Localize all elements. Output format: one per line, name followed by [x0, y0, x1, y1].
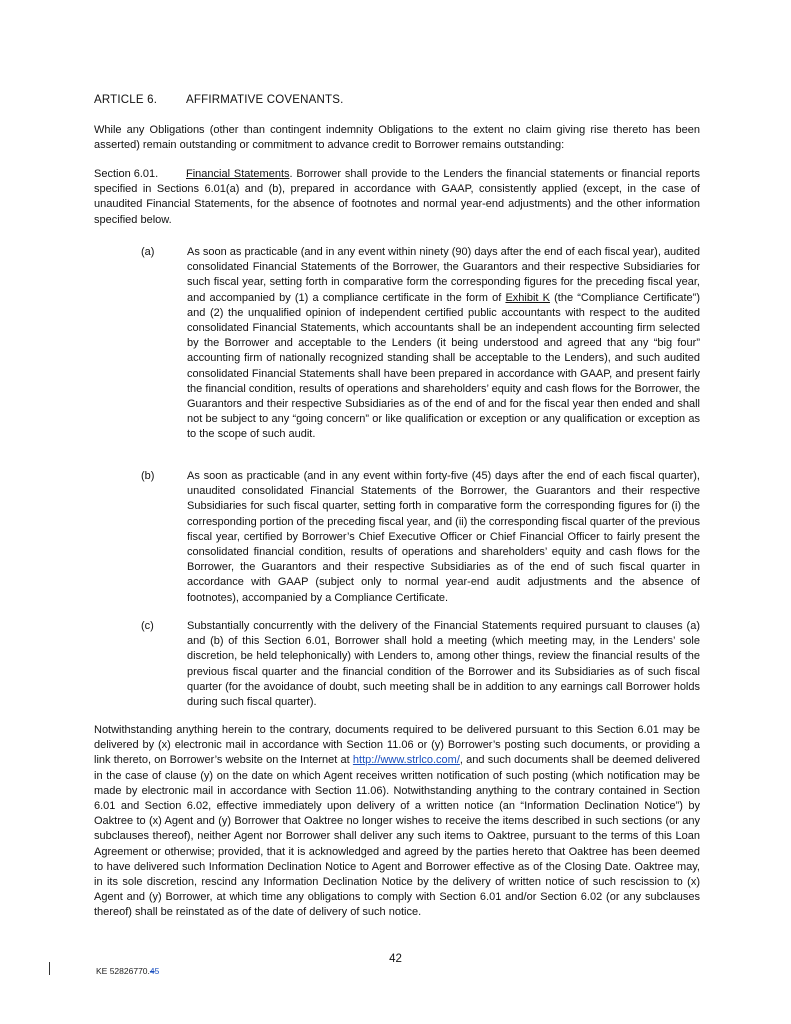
exhibit-k-reference: Exhibit K: [505, 291, 550, 304]
revision-marker: [150, 966, 159, 976]
revision-bar: [49, 962, 50, 975]
section-6-01: [94, 167, 700, 228]
section-number: Section 6.01.: [94, 168, 159, 180]
clause-label: (a): [141, 246, 155, 258]
page-number: 42: [389, 953, 402, 965]
clause-label: (c): [141, 620, 154, 632]
clause-label: (b): [141, 470, 155, 482]
section-text: . Borrower shall provide to the Lenders the financial statements or financial reports specified in Sections 6.01(a) and (b), prepared in accordance with GAAP, consistently applied (except, in the case of unaudited Financial Statements, for the absence of footnotes and normal year-end adjustments) and the other information specified below.: [94, 168, 700, 226]
article-title: AFFIRMATIVE COVENANTS.: [186, 94, 344, 106]
clause-a-text-before: As soon as practicable (and in any event within ninety (90) days after the end of each fiscal year), audited consolidated Financial Statements of the Borrower, the Guarantors and their respective Subsidiaries for such fiscal year, setting forth in comparative form the corresponding figures for the preceding fiscal year, and accompanied by (1) a compliance certificate in the form of: [187, 246, 701, 304]
article-heading: [94, 94, 344, 106]
clause-body: [187, 245, 700, 443]
clause-body: As soon as practicable (and in any event within forty-five (45) days after the end of each fiscal quarter), unaudited consolidated Financial Statements of the Borrower, the Guarantors and their respective Subsidiaries for such fiscal quarter, setting forth in comparative form the corresponding figures for (i) the corresponding portion of the preceding fiscal year, and (ii) the corresponding fiscal quarter of the previous fiscal year, certified by Borrower’s Chief Executive Officer or Chief Financial Officer to fairly present the consolidated financial condition, results of operations and shareholders’ equity and cash flows for the Borrower, the Guarantors and their respective Subsidiaries as of the end of such fiscal quarter in accordance with GAAP (subject only to normal year-end audit adjustments and the absence of footnotes), accompanied by a Compliance Certificate.: [187, 470, 700, 604]
article-number: ARTICLE 6.: [94, 94, 158, 106]
doc-id: KE 52826770.: [96, 966, 150, 976]
clause-a-text-after: (the “Compliance Certificate”) and (2) the unqualified opinion of independent certified public accountants with respect to the audited consolidated Financial Statements, which accountants shall be an independent accounting firm selected by the Borrower and acceptable to the Lenders (it being understood and agreed that any “big four” accounting firm of nationally recognized standing shall be acceptable to the Lenders), and such audited consolidated Financial Statements shall have been prepared in accordance with GAAP, and present fairly the financial condition, results of operations and shareholders’ equity and cash flows for the Borrower, the Guarantors and their respective Subsidiaries as of the end of and for the fiscal year then ended and shall not be subject to any “going concern” or like qualification or exception or any qualification or exception as to the scope of such audit.: [187, 291, 700, 441]
intro-paragraph: While any Obligations (other than contingent indemnity Obligations to the extent no claim giving rise thereto has been asserted) remain outstanding or commitment to advance credit to Borrower remains outstanding:: [94, 124, 700, 152]
website-link[interactable]: http://www.strlco.com/: [352, 754, 460, 767]
revision-old: 4: [149, 966, 155, 976]
notwithstanding-paragraph: [94, 723, 700, 921]
footer-doc-id: [96, 966, 159, 976]
section-title: Financial Statements: [186, 168, 290, 180]
notwithstanding-text-after: , and such documents shall be deemed delivered in the case of clause (y) on the date on which Agent receives written notification of such posting (which notification may be made by electronic mail in accordance with Section 11.06). Notwithstanding anything to the contrary contained in Section 6.01 and Section 6.02, effective immediately upon delivery of a written notice (an “Information Declination Notice”) by Oaktree to (x) Agent and (y) Borrower that Oaktree no longer wishes to receive the items described in such sections (or any subclauses thereof), neither Agent nor Borrower shall deliver any such items to Oaktree, pursuant to the terms of this Loan Agreement or otherwise; provided, that it is acknowledged and agreed by the parties hereto that Oaktree has been deemed to have delivered such Information Declination Notice to Agent and Borrower effective as of the Closing Date. Oaktree may, in its sole discretion, rescind any Information Declination Notice by the delivery of written notice of such rescission to (x) Agent and (y) Borrower, at which time any obligations to comply with Section 6.01 and/or Section 6.02 (or any subclauses thereof) shall be reinstated as of the date of delivery of such notice.: [94, 754, 700, 919]
notwithstanding-text-before: Notwithstanding anything herein to the contrary, documents required to be delivered pursuant to this Section 6.01 may be delivered by (x) electronic mail in accordance with Section 11.06 or (y) Borrower’s posting such documents, or providing a link thereto, on Borrower’s website on the Internet at: [94, 724, 700, 767]
clause-body: Substantially concurrently with the delivery of the Financial Statements required pursuant to clauses (a) and (b) of this Section 6.01, Borrower shall hold a meeting (which meeting may, in the Lenders’ sole discretion, be held telephonically) with Lenders to, among other things, review the financial results of the previous fiscal quarter and the financial condition of the Borrower and its Subsidiaries as of such fiscal quarter (for the avoidance of doubt, such meeting shall be in addition to any earnings call Borrower holds during such fiscal quarter).: [187, 620, 700, 709]
revision-new: 5: [154, 966, 160, 976]
